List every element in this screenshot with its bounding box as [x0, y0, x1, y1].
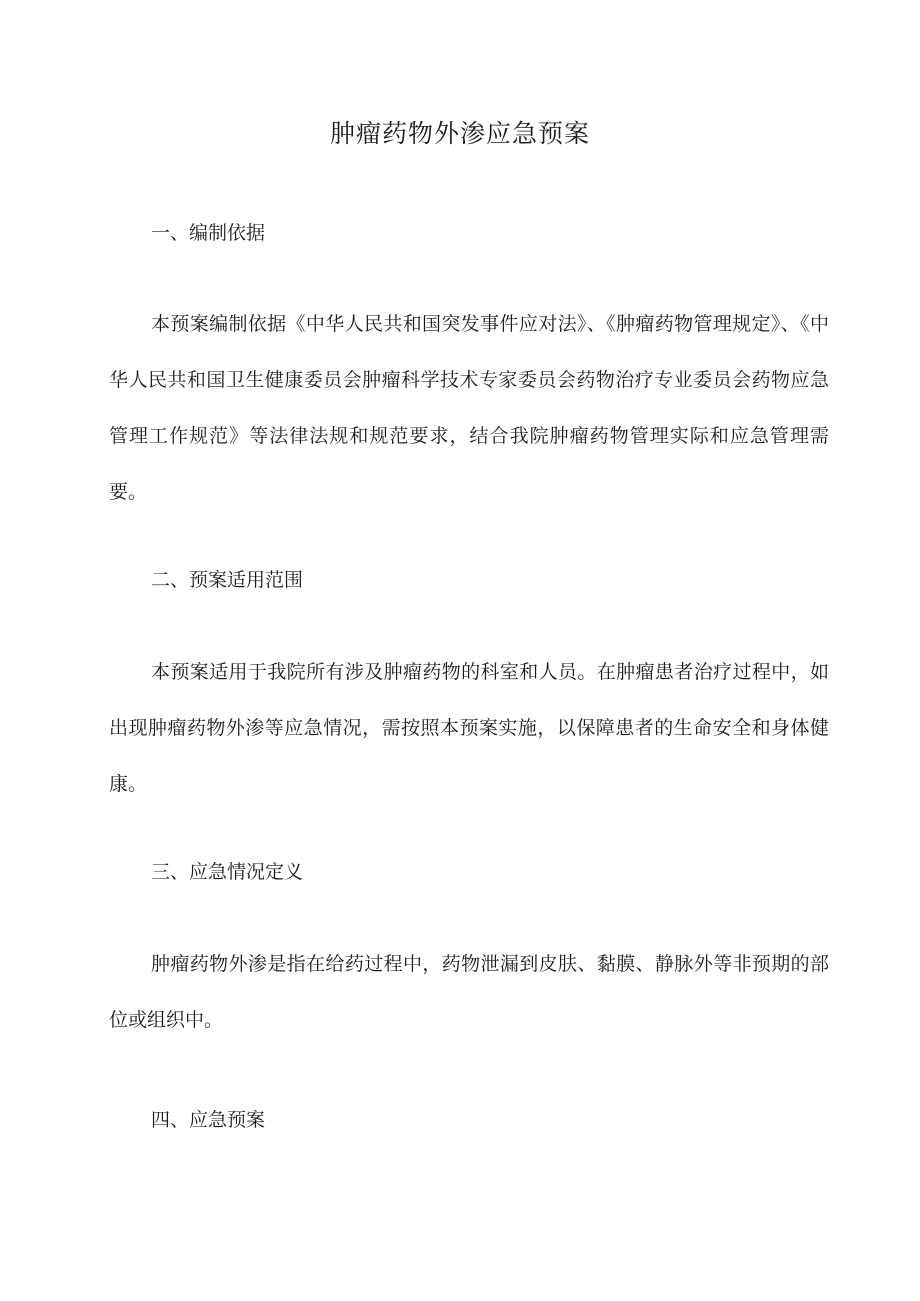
- section-body-scope: 本预案适用于我院所有涉及肿瘤药物的科室和人员。在肿瘤患者治疗过程中，如出现肿瘤药物外渗等应急情况，需按照本预案实施，以保障患者的生命安全和身体健康。: [109, 661, 829, 795]
- section-body-basis: 本预案编制依据《中华人民共和国突发事件应对法》、《肿瘤药物管理规定》、《中华人民共和国卫生健康委员会肿瘤科学技术专家委员会药物治疗专业委员会药物应急管理工作规范》等法律法规和规范要求，结合我院肿瘤药物管理实际和应急管理需要。: [109, 313, 829, 503]
- section-body-definition: 肿瘤药物外渗是指在给药过程中，药物泄漏到皮肤、黏膜、静脉外等非预期的部位或组织中。: [109, 953, 829, 1031]
- section-heading-basis: 一、编制依据: [151, 222, 266, 244]
- section-heading-plan: 四、应急预案: [151, 1109, 266, 1131]
- section-heading-definition: 三、应急情况定义: [151, 861, 304, 883]
- document-title: 肿瘤药物外渗应急预案: [329, 119, 590, 148]
- section-heading-scope: 二、预案适用范围: [151, 569, 304, 591]
